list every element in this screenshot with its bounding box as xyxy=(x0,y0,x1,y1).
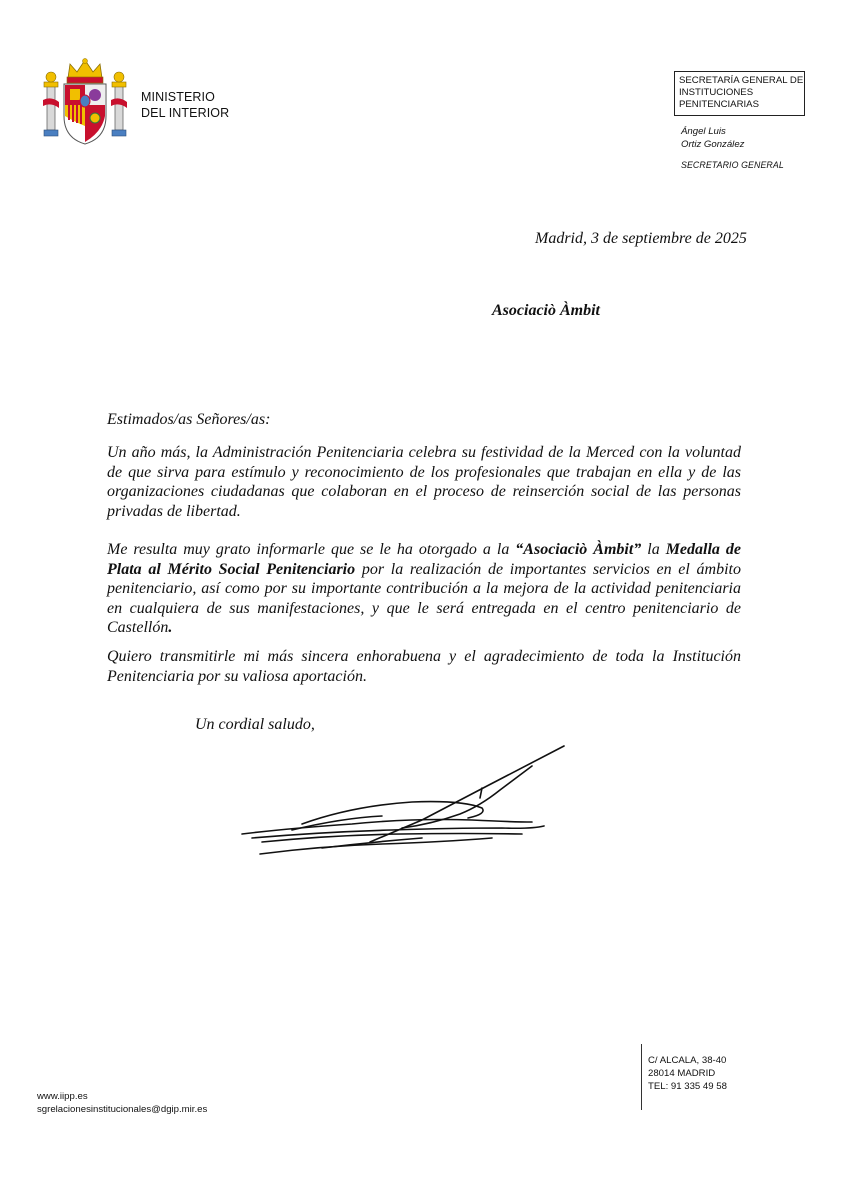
email-link[interactable]: sgrelacionesinstitucionales@dgip.mir.es xyxy=(37,1104,208,1115)
letter-paragraph-1: Un año más, la Administración Penitenciaria celebra su festividad de la Merced con la voluntad de que sirva para estímulo y reconocimiento de los profesionales que trabajan en ella y de las organizaciones ciudadanas que colaboran en el proceso de reinserción social de las personas privadas de libertad. xyxy=(107,444,741,520)
p2-final-period: . xyxy=(168,619,173,637)
signer-title: SECRETARIO GENERAL xyxy=(681,160,784,170)
address-line-1: C/ ALCALA, 38-40 xyxy=(648,1055,727,1066)
website-link[interactable]: www.iipp.es xyxy=(37,1091,88,1102)
letter-recipient: Asociaciò Àmbit xyxy=(492,302,600,319)
p2-text-e: por la realización de importantes servicios en el ámbito penitenciario, así como por su importante contribución a la mejora de la actividad penitenciaria en cualquiera de sus manifestaciones, y que le será entregada en el centro penitenciario de xyxy=(107,560,741,617)
ministry-name xyxy=(141,89,229,121)
secretariat-box xyxy=(674,71,805,116)
secretariat-line-2: INSTITUCIONES xyxy=(679,87,754,98)
coat-of-arms-logo xyxy=(40,56,130,148)
p2-medal-name: Medalla de Plata al Mérito Social Penitenciario xyxy=(107,541,741,578)
p2-location: Castellón xyxy=(107,619,169,637)
secretariat-line-3: PENITENCIARIAS xyxy=(679,99,759,110)
letter-date: Madrid, 3 de septiembre de 2025 xyxy=(535,230,747,247)
secretariat-line-1: SECRETARÍA GENERAL DE xyxy=(679,75,804,86)
letter-closing: Un cordial saludo, xyxy=(195,716,315,733)
address-line-3: TEL: 91 335 49 58 xyxy=(648,1081,727,1092)
ministry-line-2: DEL INTERIOR xyxy=(141,106,230,120)
footer-address xyxy=(648,1054,727,1093)
p2-text-a: Me resulta muy grato informarle que se le ha otorgado a la xyxy=(107,541,516,558)
signer-first-name: Ángel Luis xyxy=(681,126,726,137)
footer-contact xyxy=(37,1090,207,1116)
signer-name xyxy=(681,125,744,151)
letter-paragraph-2 xyxy=(107,540,741,638)
letter-greeting: Estimados/as Señores/as: xyxy=(107,411,271,428)
signer-last-name: Ortiz González xyxy=(681,139,745,150)
address-line-2: 28014 MADRID xyxy=(648,1068,716,1079)
p2-text-c: la xyxy=(641,541,666,558)
p2-association-name: “Asociaciò Àmbit” xyxy=(515,541,642,558)
handwritten-signature xyxy=(232,738,572,868)
footer-divider xyxy=(641,1044,642,1110)
ministry-line-1: MINISTERIO xyxy=(141,90,215,104)
letter-paragraph-3: Quiero transmitirle mi más sincera enhorabuena y el agradecimiento de toda la Institución Penitenciaria por su valiosa aportación. xyxy=(107,648,741,685)
